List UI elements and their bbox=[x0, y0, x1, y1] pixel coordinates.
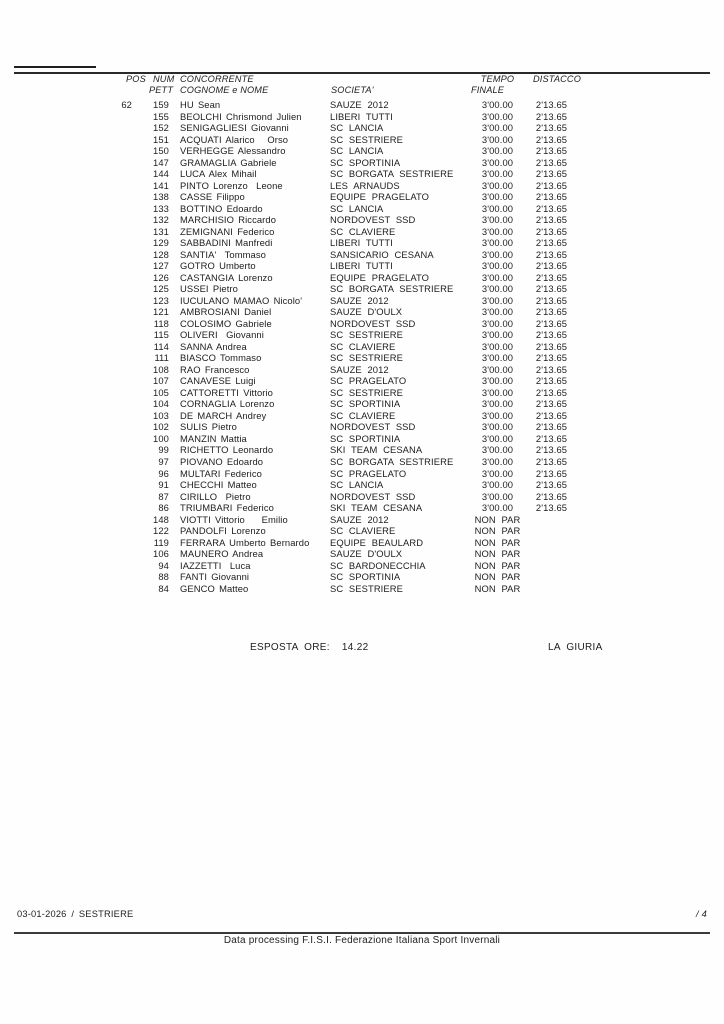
cell-num: 150 bbox=[153, 145, 169, 157]
cell-num: 106 bbox=[153, 548, 169, 560]
cell-num: 132 bbox=[153, 214, 169, 226]
cell-num: 122 bbox=[153, 525, 169, 537]
cell-tempo: 3'00.00 bbox=[481, 317, 514, 329]
cell-dist: 2'13.65 bbox=[535, 363, 568, 375]
cell-dist: 2'13.65 bbox=[535, 467, 568, 479]
cell-club: SC SESTRIERE bbox=[330, 582, 403, 594]
cell-num: 87 bbox=[158, 490, 169, 502]
cell-club: SC SESTRIERE bbox=[330, 133, 403, 145]
footer-rule bbox=[14, 932, 710, 934]
cell-tempo: 3'00.00 bbox=[481, 133, 514, 145]
cell-club: SC SPORTINIA bbox=[330, 432, 401, 444]
cell-name: HU Sean bbox=[180, 99, 221, 110]
table-row bbox=[0, 375, 724, 387]
cell-dist: 2'13.65 bbox=[535, 352, 568, 364]
cell-num: 126 bbox=[153, 271, 169, 283]
cell-club: EQUIPE BEAULARD bbox=[330, 536, 424, 548]
cell-dist: 2'13.65 bbox=[535, 283, 568, 295]
cell-num: 152 bbox=[153, 122, 169, 134]
cell-tempo: 3'00.00 bbox=[481, 363, 514, 375]
top-left-rule bbox=[14, 66, 96, 68]
cell-dist: 2'13.65 bbox=[535, 110, 568, 122]
cell-club: SC SESTRIERE bbox=[330, 386, 403, 398]
cell-club: SC CLAVIERE bbox=[330, 409, 396, 421]
column-header-distacco: DISTACCO bbox=[533, 74, 581, 84]
table-row bbox=[0, 421, 724, 433]
cell-club: SC SPORTINIA bbox=[330, 398, 401, 410]
cell-tempo: 3'00.00 bbox=[481, 283, 514, 295]
cell-num: 151 bbox=[153, 133, 169, 145]
cell-num: 91 bbox=[158, 479, 169, 491]
cell-num: 159 bbox=[153, 99, 169, 110]
cell-name: MANZIN Mattia bbox=[180, 432, 247, 444]
table-row bbox=[0, 410, 724, 422]
cell-name: BEOLCHI Chrismond Julien bbox=[180, 110, 302, 122]
cell-num: 102 bbox=[153, 421, 169, 433]
table-row bbox=[0, 203, 724, 215]
table-row bbox=[0, 134, 724, 146]
column-header-finale: FINALE bbox=[470, 85, 505, 95]
cell-tempo: 3'00.00 bbox=[481, 225, 514, 237]
cell-num: 97 bbox=[158, 455, 169, 467]
column-header-pos: POS bbox=[126, 74, 146, 84]
cell-name: PINTO Lorenzo Leone bbox=[180, 179, 283, 191]
cell-tempo: NON PAR bbox=[474, 582, 521, 594]
cell-name: LUCA Alex Mihail bbox=[180, 168, 257, 180]
cell-name: CIRILLO Pietro bbox=[180, 490, 251, 502]
cell-dist: 2'13.65 bbox=[535, 375, 568, 387]
cell-num: 144 bbox=[153, 168, 169, 180]
cell-tempo: NON PAR bbox=[474, 513, 521, 525]
cell-tempo: NON PAR bbox=[474, 548, 521, 560]
cell-dist: 2'13.65 bbox=[535, 479, 568, 491]
table-row bbox=[0, 433, 724, 445]
cell-num: 141 bbox=[153, 179, 169, 191]
table-row bbox=[0, 122, 724, 134]
cell-club: SC CLAVIERE bbox=[330, 340, 396, 352]
cell-name: VIOTTI Vittorio Emilio bbox=[180, 513, 288, 525]
cell-name: GOTRO Umberto bbox=[180, 260, 256, 272]
cell-club: SC LANCIA bbox=[330, 202, 384, 214]
cell-tempo: 3'00.00 bbox=[481, 398, 514, 410]
column-header-societa: SOCIETA' bbox=[331, 85, 374, 95]
cell-tempo: 3'00.00 bbox=[481, 271, 514, 283]
cell-dist: 2'13.65 bbox=[535, 122, 568, 134]
cell-dist: 2'13.65 bbox=[535, 214, 568, 226]
cell-tempo: NON PAR bbox=[474, 525, 521, 537]
table-row bbox=[0, 111, 724, 123]
cell-name: BOTTINO Edoardo bbox=[180, 202, 263, 214]
cell-name: ACQUATI Alarico Orso bbox=[180, 133, 289, 145]
cell-tempo: 3'00.00 bbox=[481, 306, 514, 318]
cell-num: 96 bbox=[158, 467, 169, 479]
cell-tempo: 3'00.00 bbox=[481, 479, 514, 491]
cell-club: LES ARNAUDS bbox=[330, 179, 400, 191]
cell-num: 128 bbox=[153, 248, 169, 260]
cell-tempo: 3'00.00 bbox=[481, 329, 514, 341]
table-row bbox=[0, 571, 724, 583]
table-row bbox=[0, 145, 724, 157]
table-row bbox=[0, 491, 724, 503]
cell-club: EQUIPE PRAGELATO bbox=[330, 191, 430, 203]
cell-tempo: 3'00.00 bbox=[481, 467, 514, 479]
cell-num: 86 bbox=[158, 502, 169, 514]
cell-name: MULTARI Federico bbox=[180, 467, 262, 479]
cell-num: 155 bbox=[153, 110, 169, 122]
cell-dist: 2'13.65 bbox=[535, 455, 568, 467]
cell-club: SANSICARIO CESANA bbox=[330, 248, 434, 260]
cell-num: 103 bbox=[153, 409, 169, 421]
cell-name: VERHEGGE Alessandro bbox=[180, 145, 286, 157]
table-row bbox=[0, 272, 724, 284]
cell-tempo: NON PAR bbox=[474, 559, 521, 571]
cell-club: SAUZE D'OULX bbox=[330, 548, 403, 560]
cell-dist: 2'13.65 bbox=[535, 386, 568, 398]
cell-club: SC PRAGELATO bbox=[330, 467, 407, 479]
cell-tempo: 3'00.00 bbox=[481, 444, 514, 456]
cell-name: RAO Francesco bbox=[180, 363, 250, 375]
cell-club: SC PRAGELATO bbox=[330, 375, 407, 387]
cell-name: BIASCO Tommaso bbox=[180, 352, 262, 364]
cell-dist: 2'13.65 bbox=[535, 409, 568, 421]
cell-club: SC SPORTINIA bbox=[330, 156, 401, 168]
cell-name: GRAMAGLIA Gabriele bbox=[180, 156, 277, 168]
cell-tempo: 3'00.00 bbox=[481, 122, 514, 134]
cell-club: LIBERI TUTTI bbox=[330, 110, 393, 122]
cell-tempo: 3'00.00 bbox=[481, 260, 514, 272]
cell-name: USSEI Pietro bbox=[180, 283, 238, 295]
table-row bbox=[0, 387, 724, 399]
cell-name: CORNAGLIA Lorenzo bbox=[180, 398, 275, 410]
cell-tempo: 3'00.00 bbox=[481, 145, 514, 157]
cell-dist: 2'13.65 bbox=[535, 179, 568, 191]
cell-tempo: 3'00.00 bbox=[481, 409, 514, 421]
cell-club: SAUZE 2012 bbox=[330, 513, 389, 525]
cell-club: SC BORGATA SESTRIERE bbox=[330, 455, 454, 467]
cell-tempo: 3'00.00 bbox=[481, 168, 514, 180]
cell-dist: 2'13.65 bbox=[535, 168, 568, 180]
cell-num: 84 bbox=[158, 582, 169, 594]
table-row bbox=[0, 318, 724, 330]
cell-tempo: 3'00.00 bbox=[481, 502, 514, 514]
cell-tempo: NON PAR bbox=[474, 536, 521, 548]
cell-club: SC SPORTINIA bbox=[330, 571, 401, 583]
cell-club: SC BORGATA SESTRIERE bbox=[330, 283, 454, 295]
cell-club: SC LANCIA bbox=[330, 145, 384, 157]
table-row bbox=[0, 456, 724, 468]
table-row bbox=[0, 525, 724, 537]
column-header-tempo: TEMPO bbox=[480, 74, 515, 84]
esposta-ore-label: ESPOSTA ORE: 14.22 bbox=[250, 642, 369, 653]
table-row bbox=[0, 191, 724, 203]
footer-date-location: 03-01-2026 / SESTRIERE bbox=[17, 909, 134, 919]
table-row bbox=[0, 514, 724, 526]
cell-club: LIBERI TUTTI bbox=[330, 237, 393, 249]
cell-club: SC CLAVIERE bbox=[330, 225, 396, 237]
cell-name: TRIUMBARI Federico bbox=[180, 502, 274, 514]
cell-club: NORDOVEST SSD bbox=[330, 214, 416, 226]
cell-tempo: 3'00.00 bbox=[481, 214, 514, 226]
cell-num: 148 bbox=[153, 513, 169, 525]
table-row bbox=[0, 364, 724, 376]
cell-club: LIBERI TUTTI bbox=[330, 260, 393, 272]
cell-num: 104 bbox=[153, 398, 169, 410]
cell-num: 119 bbox=[153, 536, 169, 548]
cell-num: 94 bbox=[158, 559, 169, 571]
cell-num: 123 bbox=[153, 294, 169, 306]
cell-dist: 2'13.65 bbox=[535, 398, 568, 410]
cell-dist: 2'13.65 bbox=[535, 317, 568, 329]
cell-num: 108 bbox=[153, 363, 169, 375]
cell-dist: 2'13.65 bbox=[535, 156, 568, 168]
table-row bbox=[0, 157, 724, 169]
cell-num: 115 bbox=[153, 329, 169, 341]
column-header-concorrente: CONCORRENTE bbox=[180, 74, 254, 84]
cell-dist: 2'13.65 bbox=[535, 329, 568, 341]
cell-name: CHECCHI Matteo bbox=[180, 479, 257, 491]
cell-name: MAUNERO Andrea bbox=[180, 548, 264, 560]
cell-tempo: 3'00.00 bbox=[481, 248, 514, 260]
cell-num: 99 bbox=[158, 444, 169, 456]
cell-num: 105 bbox=[153, 386, 169, 398]
cell-num: 100 bbox=[153, 432, 169, 444]
table-row bbox=[0, 168, 724, 180]
column-header-num: NUM bbox=[153, 74, 175, 84]
cell-tempo: 3'00.00 bbox=[481, 352, 514, 364]
cell-club: SKI TEAM CESANA bbox=[330, 502, 423, 514]
cell-dist: 2'13.65 bbox=[535, 145, 568, 157]
table-row bbox=[0, 99, 724, 111]
cell-dist: 2'13.65 bbox=[535, 421, 568, 433]
cell-name: PANDOLFI Lorenzo bbox=[180, 525, 266, 537]
table-row bbox=[0, 306, 724, 318]
cell-tempo: 3'00.00 bbox=[481, 375, 514, 387]
cell-name: OLIVERI Giovanni bbox=[180, 329, 264, 341]
cell-dist: 2'13.65 bbox=[535, 490, 568, 502]
column-header-cognome-nome: COGNOME e NOME bbox=[180, 85, 269, 95]
cell-club: EQUIPE PRAGELATO bbox=[330, 271, 430, 283]
cell-name: SULIS Pietro bbox=[180, 421, 237, 433]
cell-club: SC LANCIA bbox=[330, 479, 384, 491]
cell-dist: 2'13.65 bbox=[535, 191, 568, 203]
table-row bbox=[0, 468, 724, 480]
cell-name: MARCHISIO Riccardo bbox=[180, 214, 277, 226]
table-row bbox=[0, 479, 724, 491]
table-row bbox=[0, 180, 724, 192]
cell-club: SAUZE 2012 bbox=[330, 363, 389, 375]
la-giuria-label: LA GIURIA bbox=[548, 642, 603, 653]
cell-name: COLOSIMO Gabriele bbox=[180, 317, 272, 329]
cell-num: 114 bbox=[153, 340, 169, 352]
cell-name: SANNA Andrea bbox=[180, 340, 247, 352]
column-header-pett: PETT bbox=[149, 85, 174, 95]
cell-name: ZEMIGNANI Federico bbox=[180, 225, 275, 237]
cell-tempo: 3'00.00 bbox=[481, 294, 514, 306]
cell-dist: 2'13.65 bbox=[535, 444, 568, 456]
cell-num: 127 bbox=[153, 260, 169, 272]
table-row bbox=[0, 502, 724, 514]
table-row bbox=[0, 583, 724, 595]
table-row bbox=[0, 249, 724, 261]
cell-dist: 2'13.65 bbox=[535, 294, 568, 306]
cell-name: RICHETTO Leonardo bbox=[180, 444, 274, 456]
footer-page-number: / 4 bbox=[696, 909, 707, 919]
cell-name: FERRARA Umberto Bernardo bbox=[180, 536, 310, 548]
cell-name: FANTI Giovanni bbox=[180, 571, 250, 583]
cell-club: SKI TEAM CESANA bbox=[330, 444, 423, 456]
table-row bbox=[0, 237, 724, 249]
cell-tempo: 3'00.00 bbox=[481, 191, 514, 203]
cell-name: IUCULANO MAMAO Nicolo' bbox=[180, 294, 303, 306]
cell-tempo: 3'00.00 bbox=[481, 386, 514, 398]
table-row bbox=[0, 283, 724, 295]
cell-dist: 2'13.65 bbox=[535, 502, 568, 514]
cell-tempo: 3'00.00 bbox=[481, 99, 514, 110]
cell-name: IAZZETTI Luca bbox=[180, 559, 251, 571]
cell-tempo: 3'00.00 bbox=[481, 340, 514, 352]
cell-name: GENCO Matteo bbox=[180, 582, 249, 594]
cell-club: SAUZE 2012 bbox=[330, 99, 389, 110]
cell-dist: 2'13.65 bbox=[535, 260, 568, 272]
cell-num: 138 bbox=[153, 191, 169, 203]
cell-club: SC BARDONECCHIA bbox=[330, 559, 426, 571]
table-row bbox=[0, 560, 724, 572]
cell-name: CASTANGIA Lorenzo bbox=[180, 271, 273, 283]
cell-tempo: 3'00.00 bbox=[481, 179, 514, 191]
table-row bbox=[0, 226, 724, 238]
cell-num: 129 bbox=[153, 237, 169, 249]
table-row bbox=[0, 537, 724, 549]
cell-name: CANAVESE Luigi bbox=[180, 375, 256, 387]
cell-name: SENIGAGLIESI Giovanni bbox=[180, 122, 289, 134]
cell-club: SC CLAVIERE bbox=[330, 525, 396, 537]
table-row bbox=[0, 444, 724, 456]
cell-num: 133 bbox=[153, 202, 169, 214]
table-row bbox=[0, 295, 724, 307]
cell-name: CASSE Filippo bbox=[180, 191, 245, 203]
cell-num: 125 bbox=[153, 283, 169, 295]
cell-tempo: 3'00.00 bbox=[481, 490, 514, 502]
cell-tempo: 3'00.00 bbox=[481, 432, 514, 444]
table-row bbox=[0, 548, 724, 560]
cell-club: SAUZE 2012 bbox=[330, 294, 389, 306]
cell-name: SANTIA' Tommaso bbox=[180, 248, 266, 260]
cell-tempo: 3'00.00 bbox=[481, 110, 514, 122]
cell-dist: 2'13.65 bbox=[535, 306, 568, 318]
cell-dist: 2'13.65 bbox=[535, 99, 568, 110]
footer-data-processing-credit: Data processing F.I.S.I. Federazione Italiana Sport Invernali bbox=[223, 935, 501, 946]
table-row bbox=[0, 260, 724, 272]
cell-name: DE MARCH Andrey bbox=[180, 409, 267, 421]
table-row bbox=[0, 341, 724, 353]
cell-num: 121 bbox=[153, 306, 169, 318]
results-table bbox=[0, 99, 724, 594]
header-rule bbox=[14, 72, 710, 74]
cell-tempo: 3'00.00 bbox=[481, 237, 514, 249]
cell-club: SC SESTRIERE bbox=[330, 329, 403, 341]
cell-club: SC BORGATA SESTRIERE bbox=[330, 168, 454, 180]
cell-tempo: NON PAR bbox=[474, 571, 521, 583]
cell-dist: 2'13.65 bbox=[535, 225, 568, 237]
cell-name: CATTORETTI Vittorio bbox=[180, 386, 273, 398]
cell-num: 118 bbox=[153, 317, 169, 329]
cell-dist: 2'13.65 bbox=[535, 202, 568, 214]
table-row bbox=[0, 214, 724, 226]
cell-dist: 2'13.65 bbox=[535, 248, 568, 260]
cell-dist: 2'13.65 bbox=[535, 133, 568, 145]
cell-name: SABBADINI Manfredi bbox=[180, 237, 273, 249]
cell-dist: 2'13.65 bbox=[535, 432, 568, 444]
cell-club: NORDOVEST SSD bbox=[330, 490, 416, 502]
cell-dist: 2'13.65 bbox=[535, 340, 568, 352]
cell-club: NORDOVEST SSD bbox=[330, 317, 416, 329]
cell-num: 147 bbox=[153, 156, 169, 168]
cell-dist: 2'13.65 bbox=[535, 237, 568, 249]
cell-club: SC SESTRIERE bbox=[330, 352, 403, 364]
table-row bbox=[0, 329, 724, 341]
cell-num: 107 bbox=[153, 375, 169, 387]
cell-tempo: 3'00.00 bbox=[481, 421, 514, 433]
cell-pos: 62 bbox=[121, 99, 132, 110]
table-row bbox=[0, 398, 724, 410]
cell-tempo: 3'00.00 bbox=[481, 455, 514, 467]
cell-dist: 2'13.65 bbox=[535, 271, 568, 283]
cell-club: SAUZE D'OULX bbox=[330, 306, 403, 318]
cell-club: SC LANCIA bbox=[330, 122, 384, 134]
cell-name: PIOVANO Edoardo bbox=[180, 455, 264, 467]
cell-num: 131 bbox=[153, 225, 169, 237]
cell-tempo: 3'00.00 bbox=[481, 202, 514, 214]
cell-name: AMBROSIANI Daniel bbox=[180, 306, 272, 318]
cell-club: NORDOVEST SSD bbox=[330, 421, 416, 433]
cell-num: 88 bbox=[158, 571, 169, 583]
cell-tempo: 3'00.00 bbox=[481, 156, 514, 168]
table-row bbox=[0, 352, 724, 364]
cell-num: 111 bbox=[154, 352, 169, 364]
